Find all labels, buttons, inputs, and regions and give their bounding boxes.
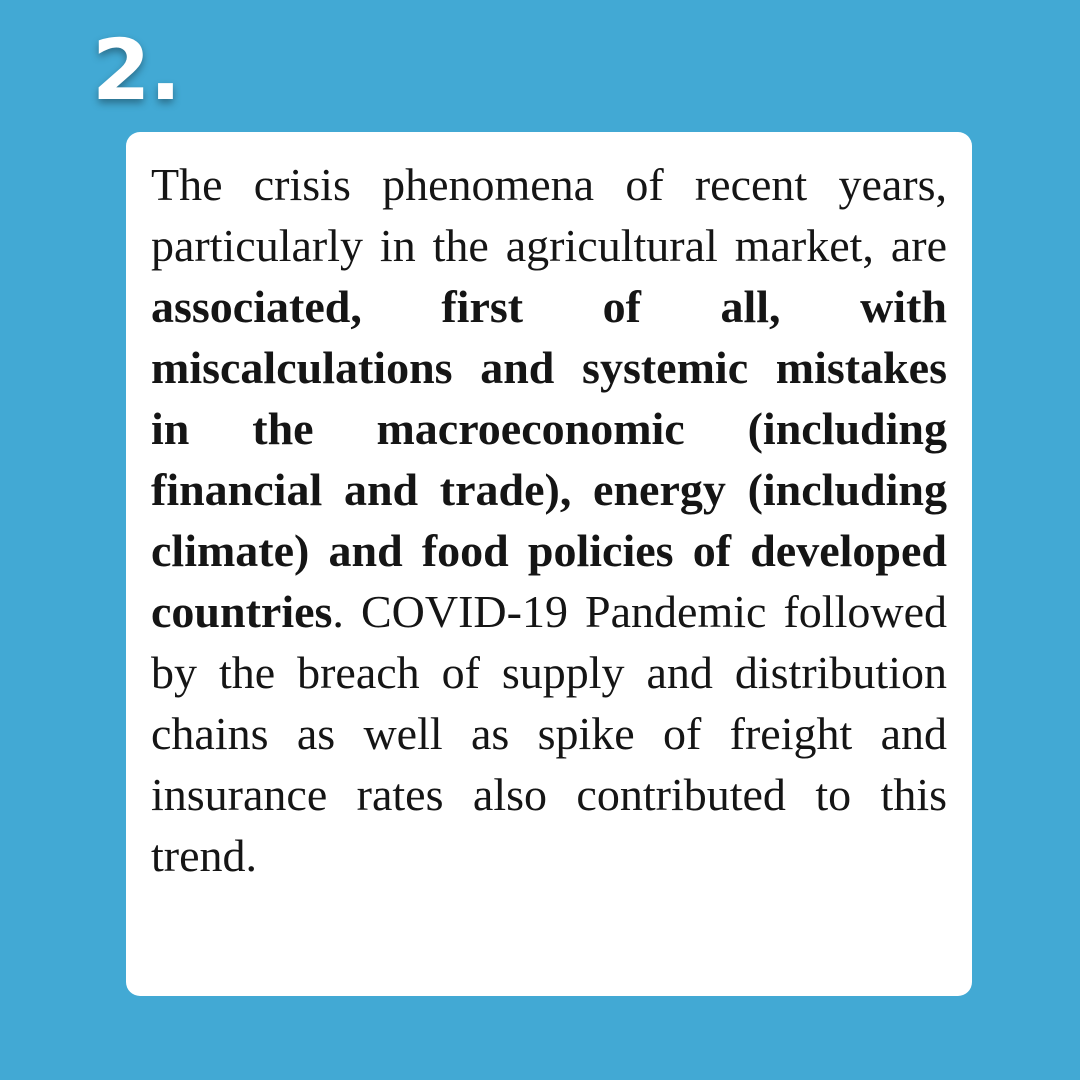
text-segment-intro: The crisis phenomena of recent years, particularly in the agricultural market, are <box>151 159 947 271</box>
slide-number: 2. <box>92 21 181 119</box>
text-segment-conclusion: . COVID-19 Pandemic followed by the breach of supply and distribution chains as well as spike of freight and insurance rates also contributed to this trend. <box>151 586 947 881</box>
text-segment-emphasis: associated, first of all, with miscalculations and systemic mistakes in the macroeconomic (including financial and trade), energy (including climate) and food policies of developed countries <box>151 281 947 637</box>
body-paragraph <box>151 154 947 886</box>
text-card <box>126 132 972 996</box>
